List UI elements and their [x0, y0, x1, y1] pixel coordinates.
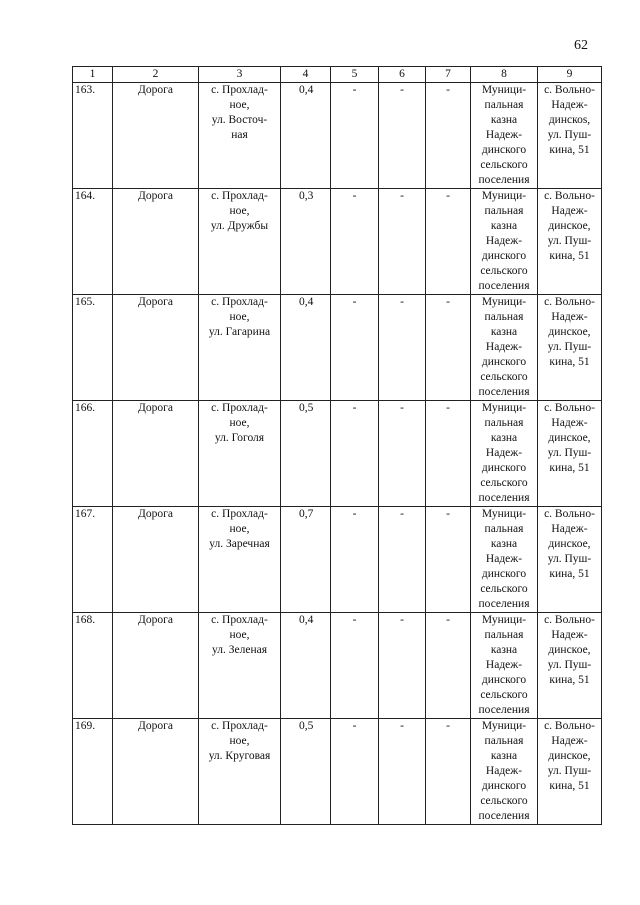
column-5-value: - — [331, 295, 379, 401]
column-7-value: - — [426, 507, 471, 613]
column-5-value: - — [331, 401, 379, 507]
table-row — [73, 507, 602, 613]
column-5-value: - — [331, 719, 379, 825]
column-6-value: - — [379, 401, 426, 507]
column-header: 1 — [73, 67, 113, 83]
object-length: 0,4 — [281, 613, 331, 719]
owner: Муници- пальная казна Надеж- динского сельского поселения — [471, 719, 538, 825]
object-location: с. Прохлад- ное, ул. Дружбы — [199, 189, 281, 295]
column-header: 9 — [538, 67, 602, 83]
row-number: 164. — [73, 189, 113, 295]
owner-address: с. Вольно- Надеж- динское, ул. Пуш- кина, 51 — [538, 401, 602, 507]
column-5-value: - — [331, 507, 379, 613]
row-number: 166. — [73, 401, 113, 507]
object-type: Дорога — [113, 613, 199, 719]
registry-table — [72, 66, 602, 825]
object-length: 0,3 — [281, 189, 331, 295]
owner: Муници- пальная казна Надеж- динского сельского поселения — [471, 401, 538, 507]
column-6-value: - — [379, 83, 426, 189]
page-number: 62 — [574, 38, 588, 53]
object-length: 0,4 — [281, 83, 331, 189]
owner-address: с. Вольно- Надеж- динское, ул. Пуш- кина, 51 — [538, 507, 602, 613]
object-location: с. Прохлад- ное, ул. Гоголя — [199, 401, 281, 507]
owner-address: с. Вольно- Надеж- динское, ул. Пуш- кина, 51 — [538, 719, 602, 825]
object-type: Дорога — [113, 401, 199, 507]
object-type: Дорога — [113, 83, 199, 189]
column-5-value: - — [331, 189, 379, 295]
table-row — [73, 189, 602, 295]
column-header: 4 — [281, 67, 331, 83]
object-type: Дорога — [113, 295, 199, 401]
owner: Муници- пальная казна Надеж- динского сельского поселения — [471, 295, 538, 401]
table-row — [73, 83, 602, 189]
column-7-value: - — [426, 401, 471, 507]
column-7-value: - — [426, 295, 471, 401]
column-header: 6 — [379, 67, 426, 83]
object-location: с. Прохлад- ное, ул. Заречная — [199, 507, 281, 613]
row-number: 165. — [73, 295, 113, 401]
column-6-value: - — [379, 613, 426, 719]
column-6-value: - — [379, 719, 426, 825]
column-header: 3 — [199, 67, 281, 83]
object-location: с. Прохлад- ное, ул. Круговая — [199, 719, 281, 825]
column-7-value: - — [426, 189, 471, 295]
object-length: 0,5 — [281, 719, 331, 825]
table-row — [73, 401, 602, 507]
owner-address: с. Вольно- Надеж- динскоs, ул. Пуш- кина, 51 — [538, 83, 602, 189]
row-number: 169. — [73, 719, 113, 825]
column-7-value: - — [426, 83, 471, 189]
row-number: 163. — [73, 83, 113, 189]
object-type: Дорога — [113, 507, 199, 613]
column-6-value: - — [379, 189, 426, 295]
object-location: с. Прохлад- ное, ул. Гагарина — [199, 295, 281, 401]
column-header: 2 — [113, 67, 199, 83]
column-7-value: - — [426, 719, 471, 825]
column-header: 5 — [331, 67, 379, 83]
column-6-value: - — [379, 507, 426, 613]
owner: Муници- пальная казна Надеж- динского сельского поселения — [471, 189, 538, 295]
owner-address: с. Вольно- Надеж- динское, ул. Пуш- кина, 51 — [538, 295, 602, 401]
object-location: с. Прохлад- ное, ул. Зеленая — [199, 613, 281, 719]
column-7-value: - — [426, 613, 471, 719]
column-header: 8 — [471, 67, 538, 83]
owner-address: с. Вольно- Надеж- динское, ул. Пуш- кина, 51 — [538, 613, 602, 719]
table-row — [73, 613, 602, 719]
column-5-value: - — [331, 83, 379, 189]
column-5-value: - — [331, 613, 379, 719]
table-row — [73, 719, 602, 825]
owner: Муници- пальная казна Надеж- динского сельского поселения — [471, 83, 538, 189]
column-number-header-row — [73, 67, 602, 83]
owner: Муници- пальная казна Надеж- динского сельского поселения — [471, 613, 538, 719]
owner-address: с. Вольно- Надеж- динское, ул. Пуш- кина, 51 — [538, 189, 602, 295]
owner: Муници- пальная казна Надеж- динского сельского поселения — [471, 507, 538, 613]
column-6-value: - — [379, 295, 426, 401]
row-number: 168. — [73, 613, 113, 719]
object-length: 0,7 — [281, 507, 331, 613]
object-length: 0,5 — [281, 401, 331, 507]
object-location: с. Прохлад- ное, ул. Восточ- ная — [199, 83, 281, 189]
object-length: 0,4 — [281, 295, 331, 401]
object-type: Дорога — [113, 189, 199, 295]
object-type: Дорога — [113, 719, 199, 825]
table-row — [73, 295, 602, 401]
row-number: 167. — [73, 507, 113, 613]
column-header: 7 — [426, 67, 471, 83]
